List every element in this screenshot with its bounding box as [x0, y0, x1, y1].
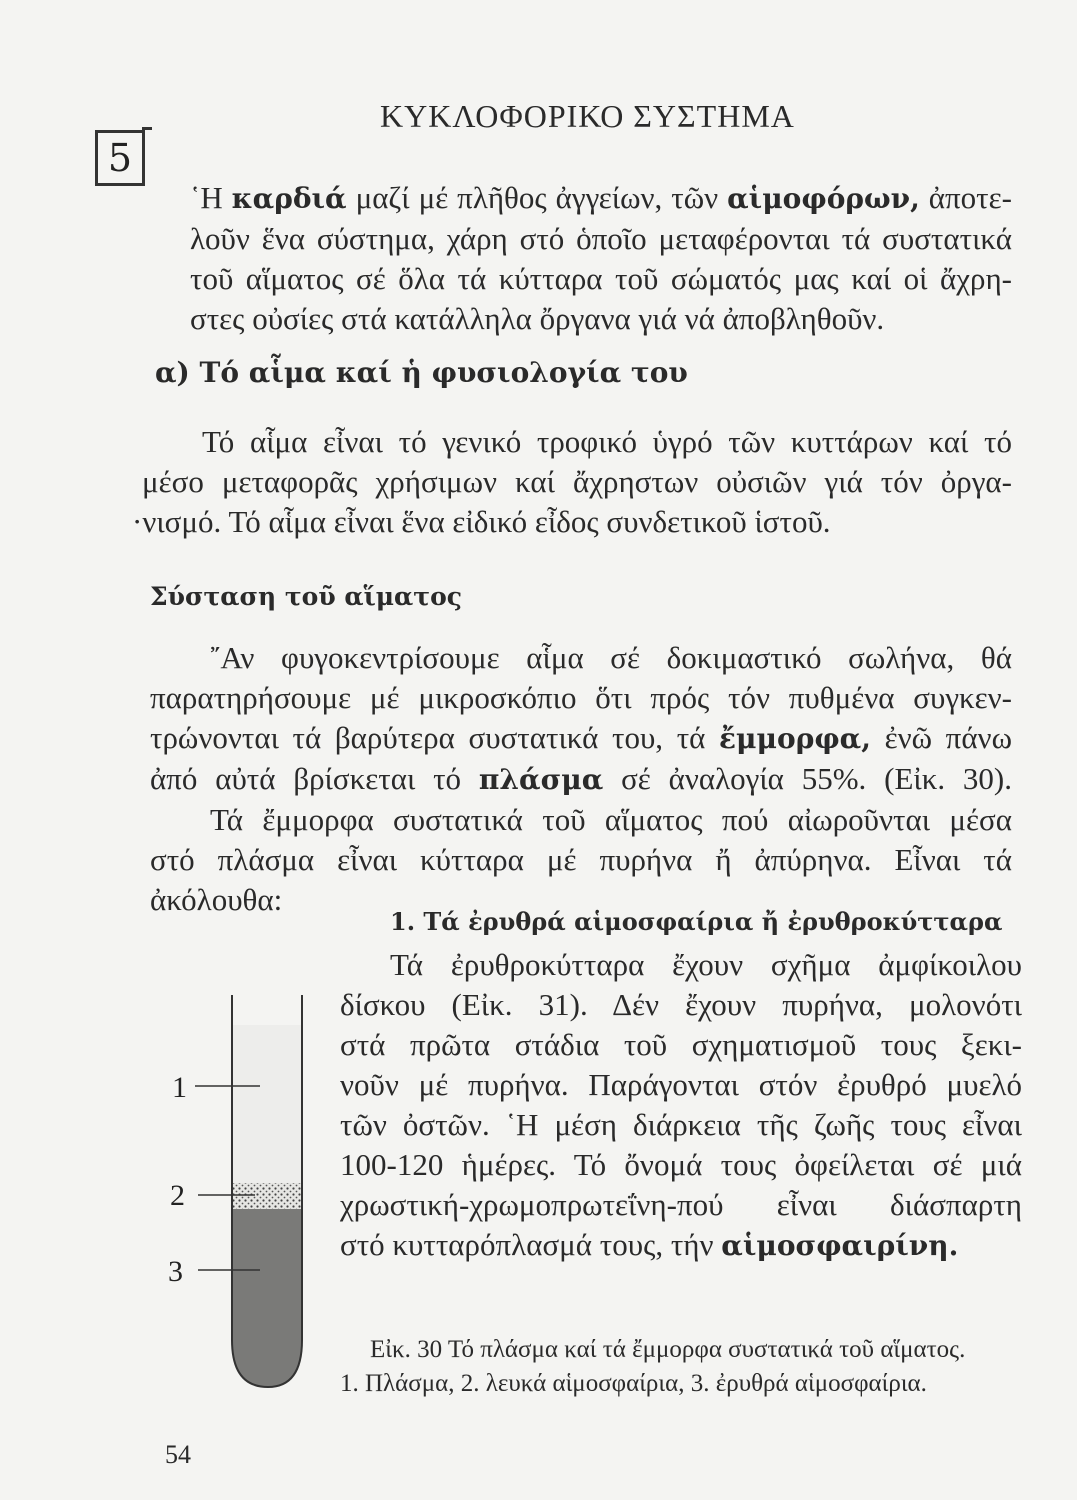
test-tube-figure — [160, 995, 320, 1395]
chapter-number-box: 5 — [95, 130, 145, 186]
page-number: 54 — [165, 1440, 191, 1469]
section-a-paragraph — [132, 422, 1012, 542]
erythrocytes-line: Τά ἐρυθροκύτταρα ἔχουν σχῆμα ἀμφίκοιλου — [390, 947, 1022, 982]
section-a-line: Τό αἷμα εἶναι τό γενικό τροφικό ὑγρό τῶν κυττάρων καί τό — [202, 424, 1012, 459]
intro-line: τοῦ αἵματος σέ ὅλα τά κύτταρα τοῦ σώματός μας καί οἱ ἄχρη- — [190, 261, 1012, 296]
erythrocytes-line: στά πρῶτα στάδια τοῦ σχηματισμοῦ τους ξεκι- — [340, 1027, 1022, 1062]
figure-label-3: 3 — [168, 1255, 183, 1288]
section-a-line: μέσο μεταφορᾶς χρήσιμων καί ἄχρηστων οὐσιῶν γιά τόν ὀργα- — [142, 464, 1012, 499]
erythrocytes-line: νοῦν μέ πυρήνα. Παράγονται στόν ἐρυθρό μυελό — [340, 1067, 1022, 1102]
figure-label-2: 2 — [170, 1179, 185, 1212]
caption-line: 1. Πλάσμα, 2. λευκά αἱμοσφαίρια, 3. ἐρυθρά αἱμοσφαίρια. — [340, 1370, 927, 1397]
intro-line: ῾Η καρδιά μαζί μέ πλῆθος ἀγγείων, τῶν αἱμοφόρων, ἀποτε- — [190, 180, 1012, 215]
chapter-title: ΚΥΚΛΟΦΟΡΙΚΟ ΣΥΣΤΗΜΑ — [380, 98, 795, 134]
term-formed-elements: ἔμμορφα, — [719, 722, 871, 755]
composition-line: ῎Αν φυγοκεντρίσουμε αἷμα σέ δοκιμαστικό σωλήνα, θά — [210, 640, 1012, 675]
erythrocytes-line: στό κυτταρόπλασμά τους, τήν αἱμοσφαιρίνη. — [340, 1227, 959, 1262]
caption-line: Εἰκ. 30 Τό πλάσμα καί τά ἔμμορφα συστατικά τοῦ αἵματος. — [370, 1336, 966, 1363]
red-cells-layer — [232, 1209, 302, 1395]
erythrocytes-line: χρωστική-χρωμοπρωτεΐνη-πού εἶναι διάσπαρτη — [340, 1187, 1022, 1222]
composition-line: Τά ἔμμορφα συστατικά τοῦ αἵματος πού αἰωροῦνται μέσα — [210, 802, 1012, 837]
term-plasma: πλάσμα — [478, 763, 604, 796]
erythrocytes-line: τῶν ὀστῶν. ῾Η μέση διάρκεια τῆς ζωῆς τους εἶναι — [340, 1107, 1022, 1142]
erythrocytes-line: 100-120 ἡμέρες. Τό ὄνομά τους ὀφείλεται σέ μιά — [340, 1147, 1022, 1182]
erythrocytes-line: δίσκου (Εἰκ. 31). Δέν ἔχουν πυρήνα, μολονότι — [340, 987, 1022, 1022]
term-hemoglobin: αἱμοσφαιρίνη. — [721, 1229, 959, 1262]
composition-line: ἀκόλουθα: — [150, 882, 283, 917]
erythrocytes-paragraph — [340, 945, 1022, 1266]
figure-label-1: 1 — [172, 1071, 187, 1104]
section-a-heading: α) Τό αἷμα καί ἡ φυσιολογία του — [155, 356, 688, 389]
white-cells-layer — [232, 1183, 302, 1211]
section-a-line: ·νισμό. Τό αἷμα εἶναι ἕνα εἰδικό εἶδος συνδετικοῦ ἱστοῦ. — [132, 504, 831, 539]
erythrocytes-heading: 1. Τά ἐρυθρά αἱμοσφαίρια ἤ ἐρυθροκύτταρα — [390, 907, 1003, 936]
intro-line: στες οὐσίες στά κατάλληλα ὄργανα γιά νά ἀποβληθοῦν. — [190, 301, 885, 336]
composition-line: παρατηρήσουμε μέ μικροσκόπιο ὅτι πρός τόν πυθμένα συγκεν- — [150, 680, 1012, 715]
composition-heading: Σύσταση τοῦ αἵματος — [150, 582, 462, 611]
figure-caption — [340, 1333, 966, 1401]
term-blood-vessels: αἱμοφόρων, — [727, 182, 920, 215]
plasma-layer — [232, 1025, 302, 1190]
intro-line: λοῦν ἕνα σύστημα, χάρη στό ὁποῖο μεταφέρονται τά συστατικά — [190, 221, 1012, 256]
composition-line: τρώνονται τά βαρύτερα συστατικά του, τά ἔμμορφα, ἐνῶ πάνω — [150, 720, 1012, 755]
composition-line: ἀπό αὐτά βρίσκεται τό πλάσμα σέ ἀναλογία 55%. (Εἰκ. 30). — [150, 761, 1012, 796]
intro-paragraph — [190, 178, 1012, 339]
composition-line: στό πλάσμα εἶναι κύτταρα μέ πυρήνα ἤ ἀπύρηνα. Εἶναι τά — [150, 842, 1012, 877]
composition-paragraph — [150, 638, 1012, 920]
term-heart: καρδιά — [231, 182, 347, 215]
